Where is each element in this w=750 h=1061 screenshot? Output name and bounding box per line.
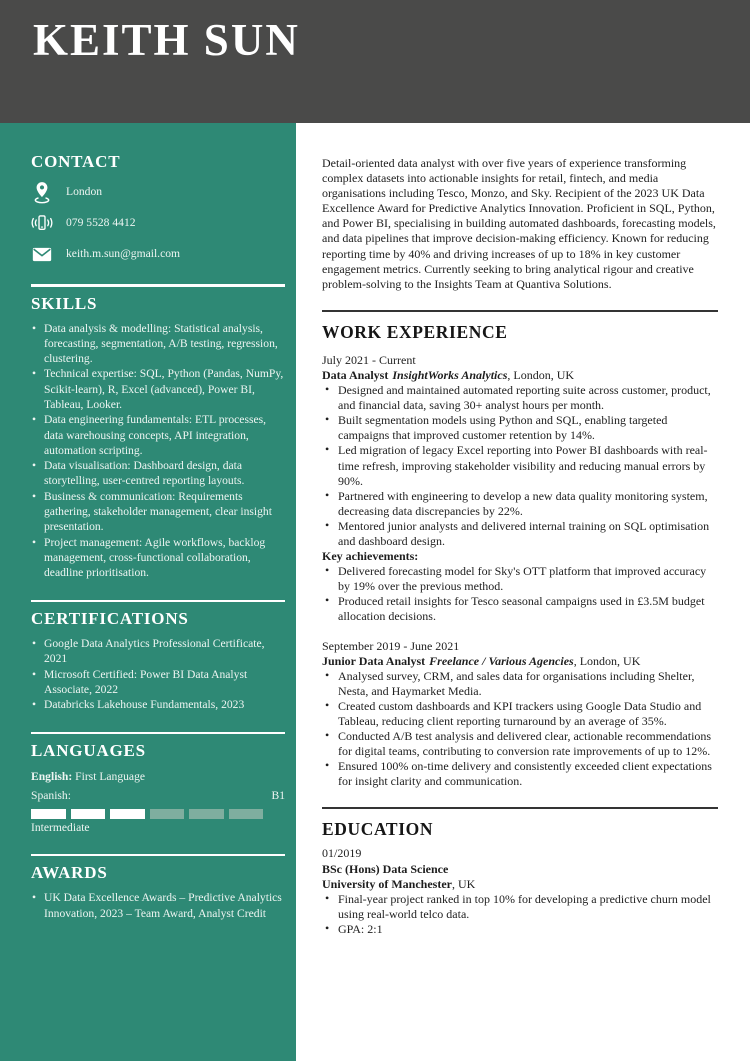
list-item: • Databricks Lakehouse Fundamentals, 2023 [31,697,285,712]
entry-company: Freelance / Various Agencies [429,653,574,668]
bar-segment-filled [110,809,145,819]
entry-dates: July 2021 - Current [322,352,416,367]
education-school-suffix: , UK [451,876,476,891]
list-item: • Google Data Analytics Professional Certificate, 2021 [31,636,285,667]
entry-location: , London, UK [507,367,575,382]
entry-company: InsightWorks Analytics [392,367,508,382]
awards-section-title: AWARDS [31,863,108,883]
list-item: • Conducted A/B test analysis and delivered clear, actionable recommendations for digital teams, contributing to conversion rate improvements of up to 12%. [322,729,718,759]
education-date: 01/2019 [322,846,362,861]
key-achievements-label: Key achievements: [322,549,419,564]
list-item: • Technical expertise: SQL, Python (Pandas, NumPy, Scikit-learn), R, Excel (advanced), Power BI, Tableau, Looker. [31,366,285,412]
bar-segment-filled [31,809,66,819]
work-entry [322,353,718,625]
list-item: • Ensured 100% on-time delivery and consistently exceeded client expectations for insight clarity and communication. [322,759,718,789]
professional-summary: Detail-oriented data analyst with over five years of experience transforming complex datasets into actionable insights for retail, fintech, and media organisations including Tesco, Monzo, and Sky. Recipient of the 2023 UK Data Excellence Award for Predictive Analytics Innovation. Proficient in SQL, Python, and Power BI, specialising in building automated dashboards, forecasting models, and data pipelines that improve decision-making efficiency. Known for reducing reporting time by 40% and driving increases of up to 18% in key customer engagement metrics. Currently seeking to bring analytical rigour and creative problem-solving to the Insights Team at Quantiva Solutions. [322,156,716,291]
divider [31,732,285,735]
education-school: University of Manchester [322,876,452,891]
education-entry [322,846,718,937]
entry-title [322,368,718,383]
language-descriptor: Intermediate [31,820,90,834]
bar-segment-empty [150,809,185,819]
language-proficiency-bar [31,809,263,819]
language-label: Spanish: [31,789,71,803]
list-item: • UK Data Excellence Awards – Predictive Analytics Innovation, 2023 – Team Award, Analyst Credit [31,890,285,921]
list-item: • Created custom dashboards and KPI trackers using Google Data Studio and Tableau, reducing client reporting turnaround by an average of 35%. [322,699,718,729]
divider [322,310,718,312]
list-item: • Project management: Agile workflows, backlog management, cross-functional collaboration, deadline prioritisation. [31,535,285,581]
list-item: • Led migration of legacy Excel reporting into Power BI dashboards with real-time refresh, improving stakeholder visibility and reducing manual errors by 90%. [322,443,718,488]
languages-section-title: LANGUAGES [31,741,146,761]
phone-icon [31,212,53,234]
entry-role: Data Analyst [322,367,389,382]
list-item: • Partnered with engineering to develop a new data quality monitoring system, decreasing data discrepancies by 22%. [322,489,718,519]
bar-segment-empty [189,809,224,819]
contact-list [31,181,285,265]
contact-location-text: London [66,185,103,199]
list-item: • Business & communication: Requirements gathering, stakeholder management, clear insight presentation. [31,489,285,535]
language-level-badge: B1 [271,789,285,803]
divider [322,807,718,809]
list-item: • Data visualisation: Dashboard design, data storytelling, user-centred reporting layouts. [31,458,285,489]
language-label: English: [31,770,73,784]
list-item: • Designed and maintained automated reporting suite across customer, product, and financial data, saving 30+ analyst hours per month. [322,383,718,413]
divider [31,600,285,603]
list-item: • Final-year project ranked in top 10% for developing a predictive churn model using real-world telco data. [322,892,718,922]
list-item: • GPA: 2:1 [322,922,718,937]
page-title: KEITH SUN [33,15,300,65]
awards-list [31,890,285,921]
languages-block [31,769,285,835]
skills-list [31,321,285,581]
contact-item-location [31,181,285,203]
contact-phone-text: 079 5528 4412 [66,216,136,230]
language-value: First Language [75,770,146,784]
list-item: • Built segmentation models using Python and SQL, enabling targeted campaigns that improved customer retention by 14%. [322,413,718,443]
main-column [296,123,750,937]
location-pin-icon [31,181,53,203]
contact-section-title: CONTACT [31,152,121,171]
list-item: • Microsoft Certified: Power BI Data Analyst Associate, 2022 [31,667,285,698]
bar-segment-empty [229,809,264,819]
work-entry [322,639,718,790]
list-item: • Mentored junior analysts and delivered internal training on SQL optimisation and dashboard design. [322,519,718,549]
envelope-icon [31,243,53,265]
language-spanish-row [31,788,285,803]
certifications-list [31,636,285,712]
education-school-line [322,877,718,892]
entry-location: , London, UK [573,653,641,668]
sidebar [0,123,296,1061]
education-section-title: EDUCATION [322,819,434,840]
entry-dates: September 2019 - June 2021 [322,638,460,653]
divider [31,854,285,857]
list-item: • Data engineering fundamentals: ETL processes, data warehousing concepts, API integration, automation scripting. [31,412,285,458]
bar-segment-filled [71,809,106,819]
certifications-section-title: CERTIFICATIONS [31,609,189,629]
header-band [0,0,750,123]
work-experience-section-title: WORK EXPERIENCE [322,321,508,342]
list-item: • Produced retail insights for Tesco seasonal campaigns used in £3.5M budget allocation decisions. [322,594,718,624]
contact-item-email [31,243,285,265]
divider [31,284,285,287]
list-item: • Data analysis & modelling: Statistical analysis, forecasting, segmentation, A/B testing, regression, clustering. [31,321,285,367]
entry-role: Junior Data Analyst [322,653,426,668]
education-degree: BSc (Hons) Data Science [322,861,449,876]
contact-item-phone [31,212,285,234]
contact-email-text: keith.m.sun@gmail.com [66,247,181,261]
list-item: • Analysed survey, CRM, and sales data for organisations including Shelter, Nesta, and Haymarket Media. [322,669,718,699]
skills-section-title: SKILLS [31,293,98,313]
list-item: • Delivered forecasting model for Sky's OTT platform that improved accuracy by 19% over the previous method. [322,564,718,594]
entry-title [322,654,718,669]
language-english-row [31,769,285,784]
